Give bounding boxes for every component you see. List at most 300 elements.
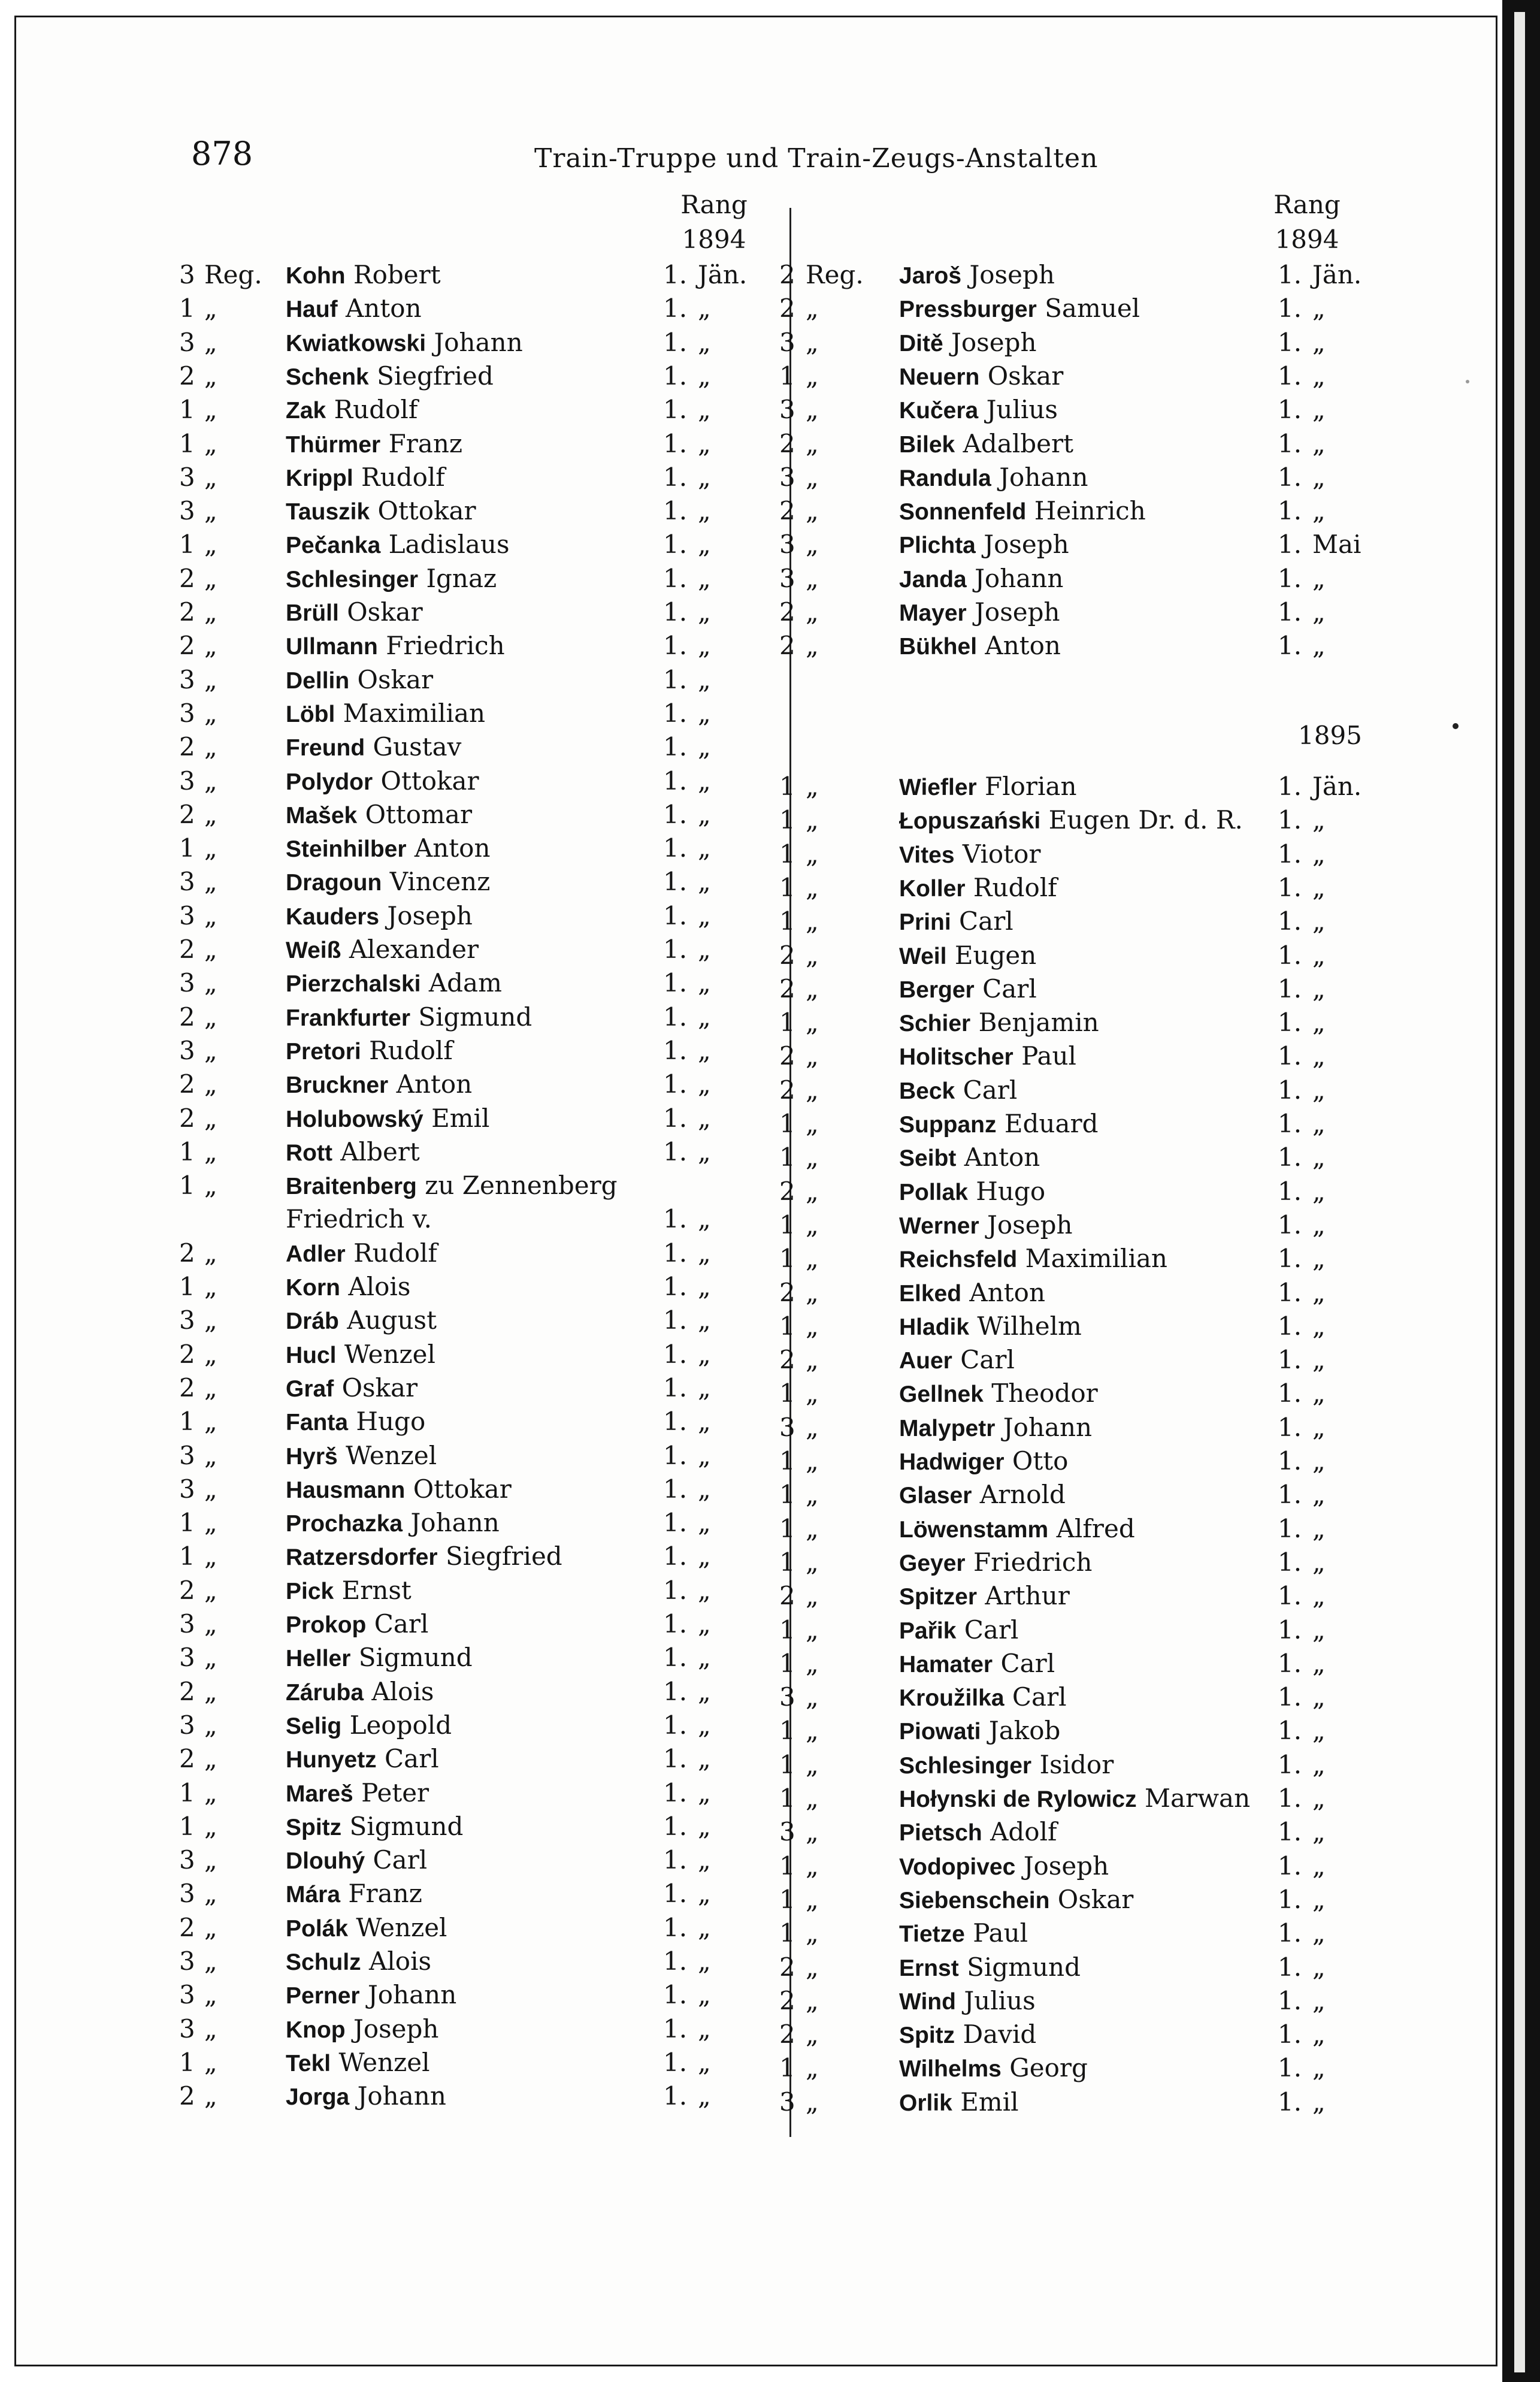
rank-day: 1. [1278,428,1302,458]
given-name: Julius [986,395,1058,425]
rank-month: „ [698,1339,711,1369]
surname: Polydor [286,769,373,795]
regiment-number: 3 [179,867,195,897]
officer-name [286,1843,427,1878]
rank-day: 1. [663,597,688,627]
rank-month: „ [1312,1311,1326,1341]
regiment-label: „ [806,1749,819,1779]
regiment-number: 1 [779,1311,795,1341]
regiment-label: „ [806,1109,819,1138]
rank-day: 1. [1278,1648,1302,1678]
surname: Selig [286,1713,342,1739]
surname: Tauszik [286,499,370,525]
rank-month: „ [698,294,711,324]
officer-name [286,562,497,597]
officer-name [286,1607,428,1642]
officer-name [286,764,479,799]
rank-day: 1. [1278,940,1302,970]
regiment-label: „ [806,1075,819,1105]
surname: Hadwiger [899,1449,1005,1475]
rank-day: 1. [663,462,688,492]
regiment-number: 3 [179,1474,195,1504]
regiment-number: 1 [779,1142,795,1172]
regiment-label: „ [806,428,819,458]
officer-name [899,359,1063,394]
right-section-year-1895: 1895 [1298,721,1362,750]
regiment-label: „ [204,1339,217,1369]
list-item [179,1506,778,1540]
surname: Steinhilber [286,836,407,863]
officer-name [899,393,1058,428]
regiment-label: „ [806,597,819,627]
regiment-number: 1 [779,1918,795,1948]
regiment-label: „ [806,1682,819,1712]
list-item [179,1270,778,1304]
list-item [179,865,778,899]
regiment-number: 3 [779,462,795,492]
rank-month: „ [698,1575,711,1605]
regiment-label: „ [204,1238,217,1268]
regiment-number: 2 [179,1575,195,1605]
list-item [779,803,1378,837]
regiment-number: 1 [779,361,795,391]
given-name: Joseph [951,327,1037,357]
rank-day: 1. [663,1407,688,1437]
regiment-number: 2 [179,1069,195,1099]
surname: Hołynski de Rylowicz [899,1786,1137,1812]
regiment-label: „ [204,698,217,728]
rank-day: 1. [663,327,688,357]
given-name: Anton [964,1142,1040,1172]
surname: Ratzersdorfer [286,1544,438,1571]
rank-month: „ [1312,1784,1326,1813]
list-item [179,1776,778,1810]
regiment-label: „ [204,1744,217,1774]
rank-day: 1. [663,1744,688,1774]
rank-month: „ [1312,1952,1326,1982]
list-item [779,1815,1378,1849]
surname: Jorga [286,2084,350,2111]
given-name: Oskar [347,597,423,627]
regiment-label: „ [204,1879,217,1909]
officer-name [899,258,1055,293]
regiment-label: Reg. [806,260,864,289]
rank-month: „ [698,597,711,627]
rank-day: 1. [1278,1008,1302,1038]
surname: Pick [286,1578,334,1604]
rank-day: 1. [1278,1784,1302,1813]
regiment-label: „ [204,1002,217,1032]
officer-name [286,2046,430,2081]
rank-month: „ [1312,1244,1326,1274]
list-item [779,292,1378,325]
given-name: Samuel [1045,294,1140,324]
regiment-number: 1 [779,805,795,835]
given-name: Johann [357,2081,446,2111]
list-item [779,359,1378,393]
given-name: Joseph [1023,1851,1109,1881]
surname: Heller [286,1646,351,1672]
regiment-label: „ [204,1440,217,1470]
list-item [179,2079,778,2113]
rank-month: „ [1312,1480,1326,1510]
rank-day: 1. [663,1103,688,1133]
surname: Prochazka [286,1511,403,1537]
regiment-number: 2 [179,2081,195,2111]
given-name: Sigmund [418,1002,533,1032]
surname: Pretori [286,1038,361,1065]
regiment-number: 2 [179,1373,195,1402]
given-name: Georg [1009,2053,1088,2083]
list-item [179,326,778,359]
rank-month: Mai [1312,530,1362,560]
rank-month: „ [698,867,711,897]
regiment-label: „ [806,1008,819,1038]
given-name: Johann [1003,1412,1093,1442]
rank-month: „ [1312,1008,1326,1038]
rank-day: 1. [663,1710,688,1740]
surname: Vites [899,842,955,868]
given-name: Carl [960,1345,1015,1375]
officer-name [899,1680,1067,1715]
list-item [779,1478,1378,1512]
rank-day: 1. [1278,1075,1302,1105]
rank-day: 1. [663,260,688,289]
regiment-number: 3 [179,1845,195,1875]
officer-name [286,1473,512,1507]
list-item [179,1574,778,1607]
regiment-label: „ [204,597,217,627]
surname: Koller [899,875,966,902]
regiment-number: 1 [179,1541,195,1571]
list-item [779,1951,1378,1984]
rank-day: 1. [663,1575,688,1605]
regiment-number: 1 [779,872,795,902]
scan-speck [1466,380,1469,383]
officer-name [899,1141,1040,1175]
officer-name [286,1169,618,1204]
surname: Pečanka [286,533,381,559]
officer-name [899,1006,1099,1041]
officer-name [899,292,1140,327]
list-item [779,1107,1378,1141]
list-item [179,494,778,528]
regiment-number: 2 [779,1952,795,1982]
regiment-label: „ [204,2014,217,2044]
regiment-label: „ [204,631,217,661]
regiment-number: 2 [779,260,795,289]
given-name: Carl [964,1615,1019,1645]
surname: Geyer [899,1550,966,1576]
rank-day: 1. [1278,1277,1302,1307]
rank-day: 1. [663,1643,688,1673]
officer-name [286,629,505,664]
regiment-label: „ [806,327,819,357]
list-item [779,1208,1378,1242]
regiment-label: „ [806,1379,819,1408]
given-name: Carl [373,1845,428,1875]
given-name: Jakob [988,1716,1061,1746]
surname: Wind [899,1988,956,2015]
surname: Janda [899,566,967,593]
rank-month: „ [698,664,711,694]
regiment-number: 1 [779,906,795,936]
surname: Hucl [286,1342,337,1368]
given-name: Florian [985,772,1077,801]
officer-name [899,562,1063,597]
surname: Malypetr [899,1415,996,1441]
rank-day: 1. [663,428,688,458]
given-name: Carl [1000,1648,1055,1678]
list-item [179,427,778,461]
surname: Korn [286,1275,340,1301]
regiment-number: 3 [779,1817,795,1847]
list-item [179,798,778,832]
left-rank-header-year: 1894 [682,225,746,254]
rank-month: „ [698,1980,711,2010]
regiment-number: 3 [179,1305,195,1335]
surname: Adler [286,1241,346,1267]
list-item [779,939,1378,972]
given-name: Alfred [1056,1513,1135,1543]
regiment-label: „ [204,1845,217,1875]
regiment-label: „ [204,935,217,964]
officer-name [286,1574,412,1609]
rank-month: „ [698,1407,711,1437]
given-name: Hugo [356,1407,426,1437]
rank-month: „ [1312,2087,1326,2117]
rank-day: 1. [1278,906,1302,936]
given-name: Albert [340,1136,420,1166]
rank-month: „ [698,1272,711,1301]
rank-day: 1. [1278,1547,1302,1577]
rank-month: „ [1312,1985,1326,2015]
officer-name [286,326,523,361]
regiment-label: „ [806,631,819,661]
list-item [779,1647,1378,1680]
rank-day: 1. [1278,1884,1302,1914]
regiment-label: „ [806,294,819,324]
left-rank-header-label: Rang [680,190,748,219]
rank-month: „ [698,833,711,863]
rank-month: „ [1312,294,1326,324]
list-item [179,1102,778,1135]
regiment-label: „ [806,1985,819,2015]
regiment-label: „ [806,839,819,869]
surname: Tekl [286,2050,331,2076]
list-item [779,2085,1378,2119]
surname: Berger [899,977,975,1003]
regiment-number: 3 [779,530,795,560]
list-item [179,528,778,561]
regiment-number: 2 [779,940,795,970]
regiment-number: 2 [179,1103,195,1133]
list-item [179,596,778,629]
rank-month: „ [1312,1615,1326,1645]
list-item [779,1984,1378,2018]
regiment-label: „ [204,1136,217,1166]
regiment-label: „ [806,530,819,560]
given-name: Franz [348,1879,422,1909]
regiment-label: „ [806,1784,819,1813]
regiment-label: „ [806,974,819,1003]
regiment-number: 2 [779,496,795,526]
list-item [179,1068,778,1101]
surname: Beck [899,1078,955,1104]
officer-name [286,1304,437,1338]
regiment-label: „ [204,496,217,526]
given-name: Friedrich [973,1547,1093,1577]
rank-day: 1. [663,1508,688,1538]
surname: Ditě [899,330,943,356]
given-name: Wenzel [344,1339,435,1369]
regiment-label: „ [806,906,819,936]
list-item [179,258,778,292]
rank-month: „ [698,1710,711,1740]
given-name: Adam [428,968,502,998]
given-name: Carl [1012,1682,1067,1712]
regiment-number: 1 [179,1811,195,1841]
rank-day: 1. [663,766,688,796]
surname: Fanta [286,1410,349,1436]
rank-day: 1. [663,395,688,425]
regiment-label: „ [806,1615,819,1645]
surname: Schulz [286,1949,361,1975]
regiment-number: 2 [779,1176,795,1206]
rank-day: 1. [1278,805,1302,835]
regiment-label: „ [806,1142,819,1172]
rank-month: Jän. [1312,772,1362,801]
list-item [179,1473,778,1506]
given-name: Ladislaus [388,530,510,560]
surname: Holubowský [286,1106,423,1132]
surname: Löbl [286,701,335,727]
regiment-number: 1 [179,428,195,458]
list-item [779,427,1378,461]
given-name: Maximilian [1025,1244,1167,1274]
rank-month: „ [698,900,711,930]
surname: Weiß [286,938,341,963]
surname: Hladik [899,1314,970,1340]
regiment-label: „ [204,1575,217,1605]
officer-name [286,1540,562,1574]
regiment-number: 1 [779,1615,795,1645]
surname: Jaroš [899,263,962,289]
given-name: Joseph [969,260,1055,289]
officer-name [899,803,1243,838]
rank-month: „ [698,1744,711,1774]
surname: Pietsch [899,1820,982,1846]
list-item [179,730,778,764]
list-item [179,1540,778,1573]
regiment-label: „ [204,2081,217,2111]
officer-name [286,1405,425,1440]
surname: Kwiatkowski [286,330,426,356]
surname: Zak [286,398,326,424]
rank-month: „ [1312,940,1326,970]
regiment-number: 2 [779,974,795,1003]
given-name: Ottokar [413,1474,512,1504]
regiment-label: „ [806,2087,819,2117]
rank-day: 1. [663,1912,688,1942]
officer-name [286,1742,439,1777]
regiment-label: „ [204,664,217,694]
given-name: Anton [396,1069,473,1099]
given-name: Viotor [962,839,1041,869]
rank-day: 1. [663,1980,688,2010]
officer-name [286,1776,429,1811]
list-item [779,1748,1378,1782]
rank-month: Jän. [1312,260,1362,289]
list-item [179,1742,778,1776]
rank-day: 1. [1278,260,1302,289]
list-item [779,972,1378,1006]
given-name: Alexander [349,935,479,964]
rank-month: „ [698,1373,711,1402]
page-number: 878 [191,135,253,173]
rank-day: 1. [663,1272,688,1301]
surname: Schenk [286,364,369,390]
given-name: Robert [353,260,441,289]
list-item [779,1782,1378,1815]
officer-name [286,1877,422,1912]
officer-name [286,258,441,293]
list-item [179,1843,778,1877]
regiment-label: „ [204,1778,217,1807]
given-name: Ottokar [380,766,479,796]
list-item [179,292,778,325]
officer-name [899,1647,1055,1682]
list-item [779,1377,1378,1410]
officer-name [899,770,1077,805]
regiment-label: „ [806,772,819,801]
rank-month: „ [698,1204,711,1234]
regiment-number: 2 [179,799,195,829]
given-name: Johann [410,1508,500,1538]
regiment-number: 3 [179,1879,195,1909]
officer-name [286,1034,453,1069]
surname: Dlouhý [286,1848,365,1875]
right-rank-header-label: Rang [1273,190,1341,219]
rank-month: „ [1312,1513,1326,1543]
list-item [179,1911,778,1945]
officer-name [899,1107,1098,1142]
regiment-label: „ [806,1311,819,1341]
list-item [779,1714,1378,1748]
regiment-number: 2 [779,597,795,627]
surname: Dragoun [286,870,382,896]
rank-month: „ [1312,1581,1326,1611]
given-name: Hugo [976,1176,1046,1206]
given-name: Johann [999,462,1088,492]
list-item [779,871,1378,905]
rank-day: 1. [1278,1817,1302,1847]
surname: Schier [899,1011,971,1037]
list-item [179,1877,778,1911]
given-name: Ottomar [365,799,473,829]
regiment-label: „ [806,1244,819,1274]
list-item [179,1405,778,1438]
list-item [179,461,778,494]
rank-day: 1. [1278,1244,1302,1274]
officer-name [899,461,1088,495]
officer-name [899,1613,1018,1648]
list-item [779,1276,1378,1310]
list-item [179,393,778,427]
surname: Łopuszański [899,808,1041,835]
regiment-number: 1 [779,1480,795,1510]
regiment-label: „ [806,563,819,593]
